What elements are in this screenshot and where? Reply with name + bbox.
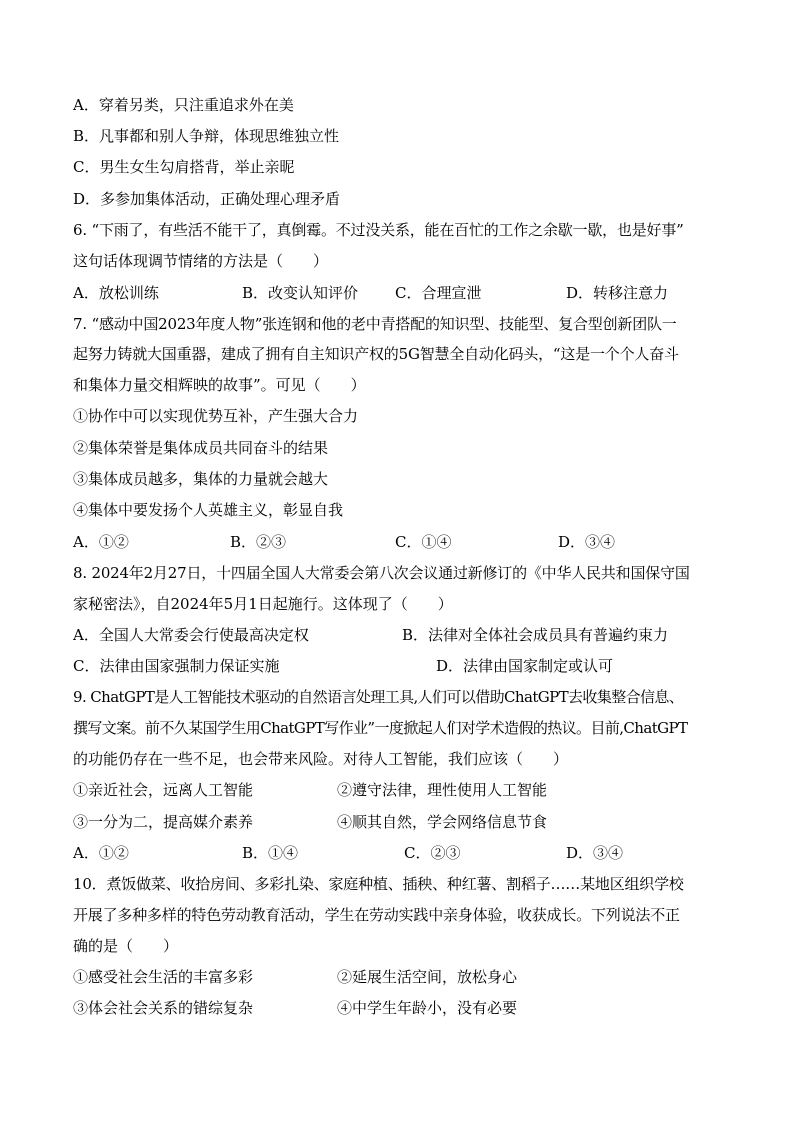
- q9-statement-4: ④顺其自然，学会网络信息节食: [337, 813, 548, 831]
- q7-stem-line3: 和集体力量交相辉映的故事”。可见（ ）: [73, 376, 366, 394]
- q10-statement-1: ①感受社会生活的丰富多彩: [73, 968, 254, 986]
- q9-statement-2: ②遵守法律，理性使用人工智能: [337, 781, 548, 799]
- q7-option-c: C．①④: [395, 533, 452, 551]
- q7-stem-line2: 起努力铸就大国重器，建成了拥有自主知识产权的5G智慧全自动化码头，“这是一个个人奋斗: [73, 345, 679, 363]
- q7-option-d: D．③④: [558, 533, 616, 551]
- q8-option-d: D．法律由国家制定或认可: [436, 657, 614, 675]
- q10-statement-2: ②延展生活空间，放松身心: [337, 968, 518, 986]
- q5-option-b: B．凡事都和别人争辩，体现思维独立性: [73, 127, 340, 145]
- q5-option-c: C．男生女生勾肩搭背，举止亲昵: [73, 158, 295, 176]
- q9-option-b: B．①④: [242, 844, 299, 862]
- q9-stem-line1: 9. ChatGPT是人工智能技术驱动的自然语言处理工具,人们可以借助ChatGPT去收集整合信息、: [73, 688, 684, 706]
- q7-option-b: B．②③: [230, 533, 287, 551]
- q7-statement-1: ①协作中可以实现优势互补，产生强大合力: [73, 407, 359, 425]
- q8-option-a: A．全国人大常委会行使最高决定权: [73, 626, 309, 644]
- q7-statement-2: ②集体荣誉是集体成员共同奋斗的结果: [73, 439, 329, 457]
- q5-option-d: D．多参加集体活动，正确处理心理矛盾: [73, 190, 341, 208]
- q7-stem-line1: 7. “感动中国2023年度人物”张连钢和他的老中青搭配的知识型、技能型、复合型创新团队一: [73, 315, 677, 333]
- q6-option-b: B．改变认知评价: [242, 284, 359, 302]
- q6-option-a: A．放松训练: [73, 284, 159, 302]
- q9-option-a: A．①②: [73, 844, 129, 862]
- q6-option-c: C．合理宣泄: [395, 284, 482, 302]
- q8-stem-line2: 家秘密法》，自2024年5月1日起施行。这体现了（ ）: [73, 595, 453, 613]
- q6-stem-line2: 这句话体现调节情绪的方法是（ ）: [73, 252, 329, 270]
- q9-option-c: C．②③: [404, 844, 461, 862]
- q9-stem-line2: 撰写文案。前不久某国学生用ChatGPT写作业”一度掀起人们对学术造假的热议。目前,ChatGPT: [73, 719, 688, 737]
- q8-option-b: B．法律对全体社会成员具有普遍约束力: [402, 626, 669, 644]
- q9-statement-1: ①亲近社会，远离人工智能: [73, 781, 254, 799]
- q10-statement-3: ③体会社会关系的错综复杂: [73, 999, 254, 1017]
- q9-stem-line3: 的功能仍存在一些不足，也会带来风险。对待人工智能，我们应该（ ）: [73, 750, 569, 768]
- q10-statement-4: ④中学生年龄小，没有必要: [337, 999, 518, 1017]
- q8-stem-line1: 8. 2024年2月27日，十四届全国人大常委会第八次会议通过新修订的《中华人民共和国保守国: [73, 564, 690, 582]
- q6-option-d: D．转移注意力: [566, 284, 669, 302]
- q10-stem-line1: 10．煮饭做菜、收拾房间、多彩扎染、家庭种植、插秧、种红薯、割稻子……某地区组织学校: [73, 875, 684, 893]
- q8-option-c: C．法律由国家强制力保证实施: [73, 657, 280, 675]
- q10-stem-line3: 确的是（ ）: [73, 937, 179, 955]
- q7-option-a: A．①②: [73, 533, 129, 551]
- q5-option-a: A．穿着另类，只注重追求外在美: [73, 96, 294, 114]
- q9-option-d: D．③④: [566, 844, 624, 862]
- q10-stem-line2: 开展了多种多样的特色劳动教育活动，学生在劳动实践中亲身体验，收获成长。下列说法不正: [73, 906, 680, 924]
- q9-statement-3: ③一分为二，提高媒介素养: [73, 813, 254, 831]
- q6-stem-line1: 6. “下雨了，有些活不能干了，真倒霉。不过没关系，能在百忙的工作之余歇一歇，也是好事”: [73, 221, 684, 239]
- q7-statement-3: ③集体成员越多，集体的力量就会越大: [73, 470, 329, 488]
- q7-statement-4: ④集体中要发扬个人英雄主义，彰显自我: [73, 501, 344, 519]
